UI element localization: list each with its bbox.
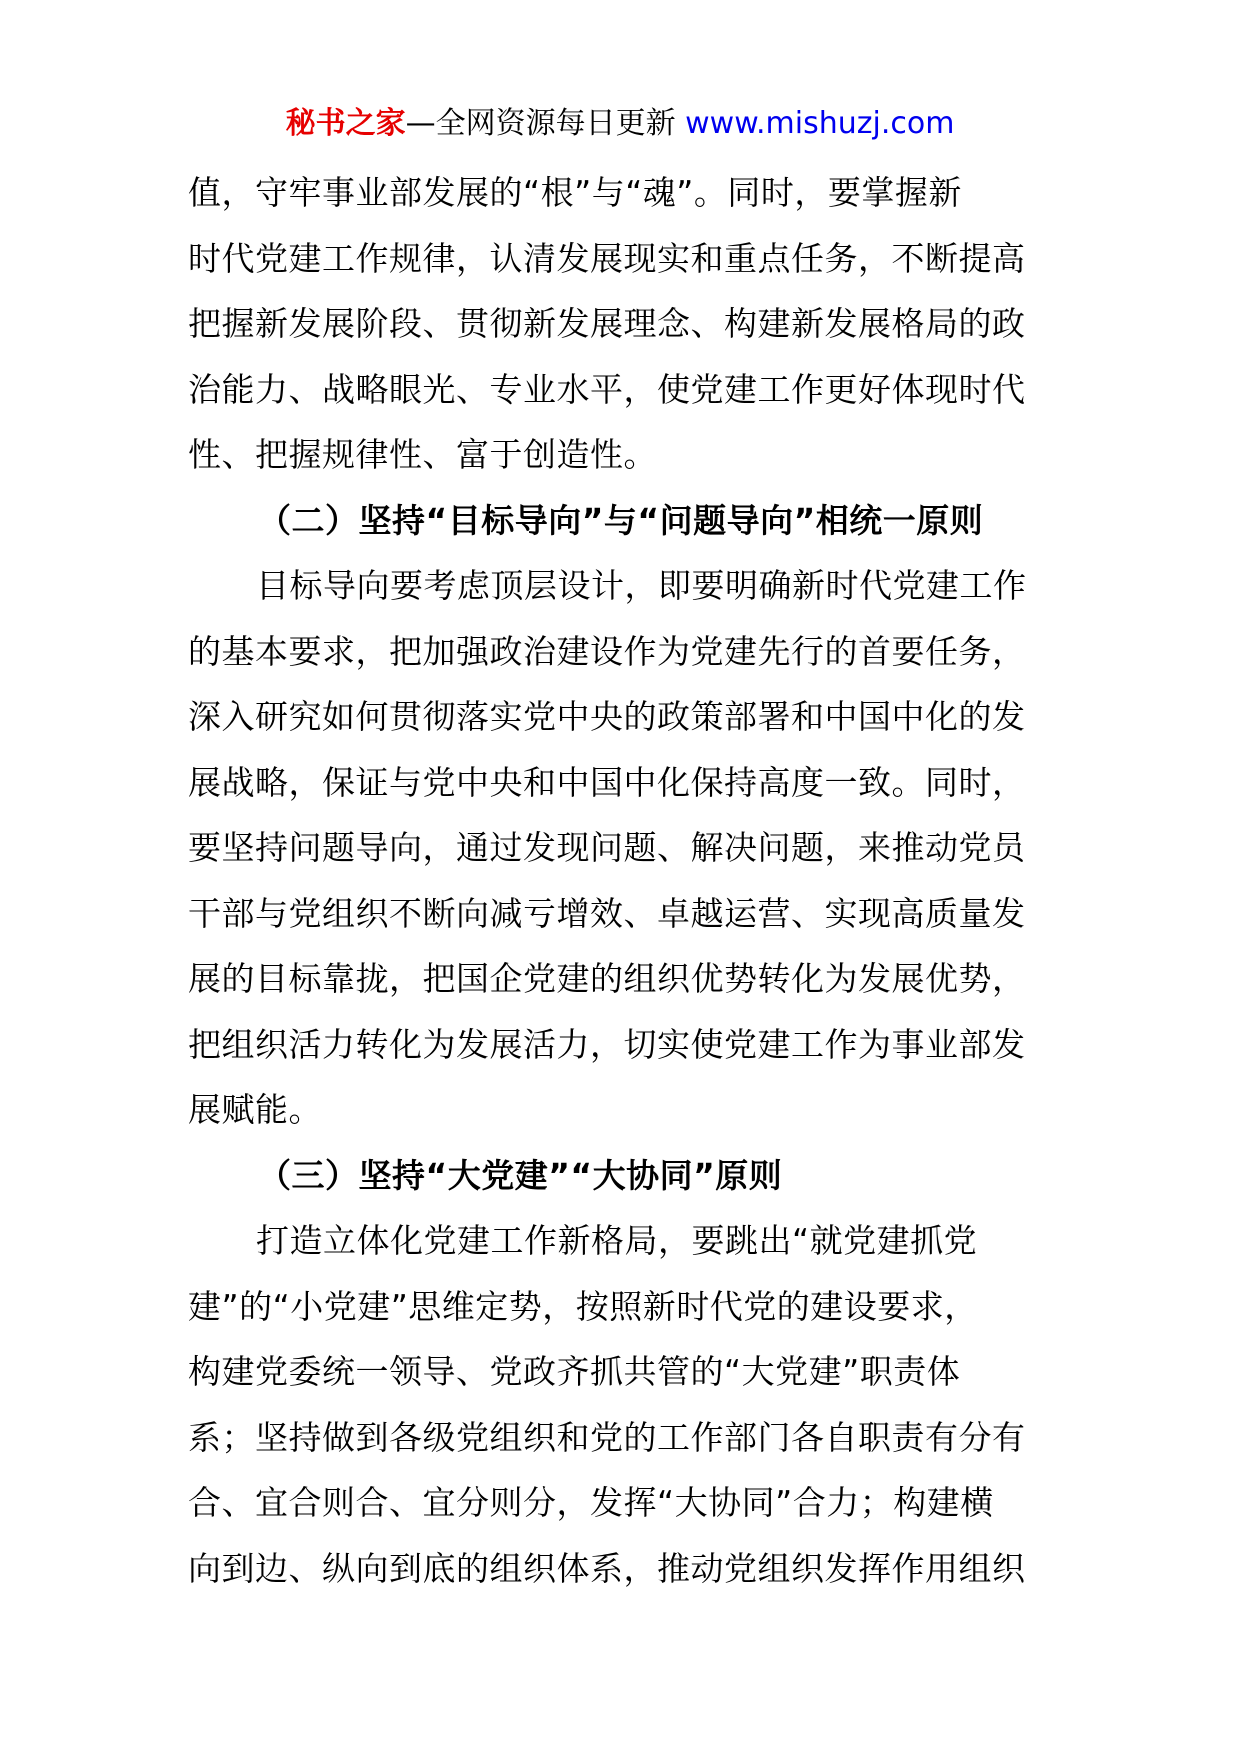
body-line: 性、把握规律性、富于创造性。 <box>188 435 657 474</box>
body-line: 展战略，保证与党中央和中国中化保持高度一致。同时， <box>188 762 1026 802</box>
body-line: 值，守牢事业部发展的“根”与“魂”。同时，要掌握新 <box>188 173 962 212</box>
body-line: 深入研究如何贯彻落实党中央的政策部署和中国中化的发 <box>188 697 1026 736</box>
body-line: 展的目标靠拢，把国企党建的组织优势转化为发展优势， <box>188 959 1026 998</box>
body-line: 治能力、战略眼光、专业水平，使党建工作更好体现时代 <box>188 369 1026 409</box>
site-header <box>0 104 1240 144</box>
document-body <box>188 160 1058 1601</box>
body-line: 要坚持问题导向，通过发现问题、解决问题，来推动党员 <box>188 828 1026 867</box>
body-line: 系；坚持做到各级党组织和党的工作部门各自职责有分有 <box>188 1417 1026 1457</box>
body-line: 展赋能。 <box>188 1090 322 1129</box>
site-slogan: —全网资源每日更新 <box>405 106 686 141</box>
section-heading: （二）坚持“目标导向”与“问题导向”相统一原则 <box>258 500 984 540</box>
body-line: 建”的“小党建”思维定势，按照新时代党的建设要求， <box>188 1286 978 1326</box>
body-line: 构建党委统一领导、党政齐抓共管的“大党建”职责体 <box>188 1352 961 1391</box>
section-heading: （三）坚持“大党建”“大协同”原则 <box>258 1155 783 1195</box>
paragraph-first-line: 目标导向要考虑顶层设计，即要明确新时代党建工作 <box>256 566 1027 605</box>
body-line: 把组织活力转化为发展活力，切实使党建工作为事业部发 <box>188 1024 1026 1064</box>
paragraph-first-line: 打造立体化党建工作新格局，要跳出“就党建抓党 <box>256 1221 978 1260</box>
body-line: 的基本要求，把加强政治建设作为党建先行的首要任务， <box>188 631 1026 671</box>
body-line: 时代党建工作规律，认清发展现实和重点任务，不断提高 <box>188 238 1026 278</box>
body-line: 向到边、纵向到底的组织体系，推动党组织发挥作用组织 <box>188 1548 1026 1588</box>
site-brand: 秘书之家 <box>285 106 406 141</box>
body-line: 合、宜合则合、宜分则分，发挥“大协同”合力；构建横 <box>188 1483 994 1522</box>
body-line: 干部与党组织不断向减亏增效、卓越运营、实现高质量发 <box>188 893 1026 933</box>
body-line: 把握新发展阶段、贯彻新发展理念、构建新发展格局的政 <box>188 304 1026 343</box>
site-url-link[interactable]: www.mishuzj.com <box>685 106 955 141</box>
